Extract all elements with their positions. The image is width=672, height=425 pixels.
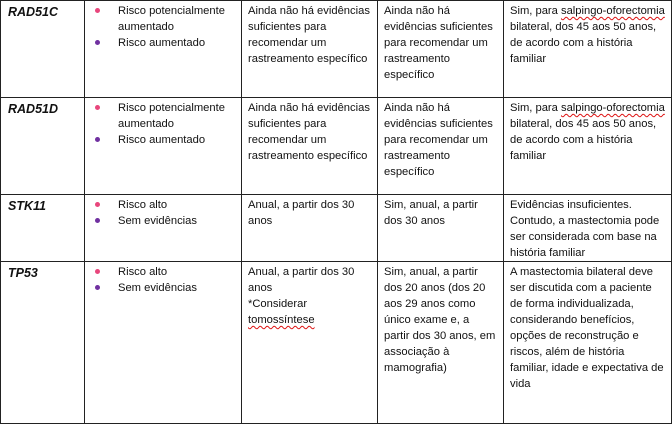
surgery-cell: Evidências insuficientes. Contudo, a mastectomia pode ser considerada com base na história familiar — [504, 195, 672, 262]
list-item: Risco alto — [91, 197, 235, 213]
mammography-cell: Ainda não há evidências suficientes para recomendar um rastreamento específico — [378, 98, 504, 195]
mri-cell: Ainda não há evidências suficientes para recomendar um rastreamento específico — [242, 1, 378, 98]
table-row — [1, 98, 672, 195]
list-item: Sem evidências — [91, 280, 235, 296]
gene-name: TP53 — [1, 262, 85, 424]
list-item: Risco aumentado — [91, 132, 235, 148]
risk-cell — [85, 98, 242, 195]
bullet-icon — [95, 202, 100, 207]
bullet-icon — [95, 8, 100, 13]
gene-name: RAD51C — [1, 1, 85, 98]
note-text: *Considerar — [248, 298, 308, 310]
bullet-icon — [95, 285, 100, 290]
bullet-icon — [95, 218, 100, 223]
surgery-cell: Sim, para salpingo-oforectomia bilateral, dos 45 aos 50 anos, de acordo com a história familiar — [504, 98, 672, 195]
mammography-cell: Sim, anual, a partir dos 30 anos — [378, 195, 504, 262]
risk-cell — [85, 1, 242, 98]
list-item: Sem evidências — [91, 213, 235, 229]
mri-cell: Anual, a partir dos 30 anos *Considerar tomossíntese — [242, 262, 378, 424]
bullet-icon — [95, 40, 100, 45]
bullet-icon — [95, 269, 100, 274]
risk-cell — [85, 195, 242, 262]
table-row — [1, 195, 672, 262]
gene-name: RAD51D — [1, 98, 85, 195]
bullet-icon — [95, 137, 100, 142]
gene-name: STK11 — [1, 195, 85, 262]
surgery-cell: A mastectomia bilateral deve ser discutida com a paciente de forma individualizada, considerando benefícios, opções de reconstrução e riscos, além de história familiar, idade e expectativa de vida — [504, 262, 672, 424]
list-item: Risco alto — [91, 264, 235, 280]
risk-cell — [85, 262, 242, 424]
spellcheck-word: salpingo-oforectomia — [560, 5, 665, 17]
spellcheck-word: tomossíntese — [248, 314, 315, 326]
list-item: Risco aumentado — [91, 35, 235, 51]
bullet-icon — [95, 105, 100, 110]
list-item: Risco potencialmente aumentado — [91, 3, 235, 35]
table-row — [1, 1, 672, 98]
mammography-cell: Sim, anual, a partir dos 20 anos (dos 20 aos 29 anos como único exame e, a partir dos 30 anos, em associação à mamografia) — [378, 262, 504, 424]
spellcheck-word: salpingo-oforectomia — [560, 102, 665, 114]
table-row — [1, 262, 672, 424]
surgery-cell: Sim, para salpingo-oforectomia bilateral, dos 45 aos 50 anos, de acordo com a história familiar — [504, 1, 672, 98]
mri-cell: Anual, a partir dos 30 anos — [242, 195, 378, 262]
mammography-cell: Ainda não há evidências suficientes para recomendar um rastreamento específico — [378, 1, 504, 98]
list-item: Risco potencialmente aumentado — [91, 100, 235, 132]
mri-cell: Ainda não há evidências suficientes para recomendar um rastreamento específico — [242, 98, 378, 195]
